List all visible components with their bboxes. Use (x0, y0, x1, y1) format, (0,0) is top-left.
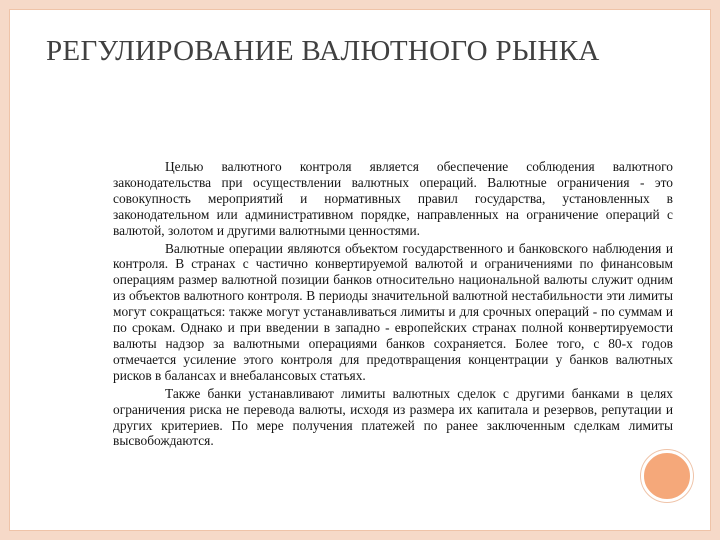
slide-title: РЕГУЛИРОВАНИЕ ВАЛЮТНОГО РЫНКА (46, 35, 600, 67)
paragraph-1: Целью валютного контроля является обеспечение соблюдения валютного законодательства при осуществлении валютных операций. Валютные ограничения - это совокупность мероприятий и нормативных правил государства, установленных в законодательном или административном порядке, направленных на ограничение операций с валютой, золотом и другими валютными ценностями. (113, 159, 673, 238)
decorative-circle (641, 450, 693, 502)
paragraph-2: Валютные операции являются объектом государственного и банковского наблюдения и контроля. В странах с частично конвертируемой валютой и ограничениями по финансовым операциям размер валютной позиции банков относительно национальной валюты служит одним из объектов валютного контроля. В периоды значительной валютной нестабильности эти лимиты могут сокращаться: также могут устанавливаться лимиты и для срочных операций - по суммам и по срокам. Однако и при введении в западно - европейских странах полной конвертируемости валюты надзор за валютными операциями банков сохраняется. Более того, с 80-х годов отмечается усиление этого контроля для предотвращения концентрации у банков валютных рисков в балансах и внебалансовых статьях. (113, 240, 673, 383)
paragraph-3: Также банки устанавливают лимиты валютных сделок с другими банками в целях ограничения риска не перевода валюты, исходя из размера их капитала и резервов, репутации и других критериев. По мере получения платежей по ранее заключенным сделкам лимиты высвобождаются. (113, 385, 673, 449)
slide-body (113, 159, 673, 451)
